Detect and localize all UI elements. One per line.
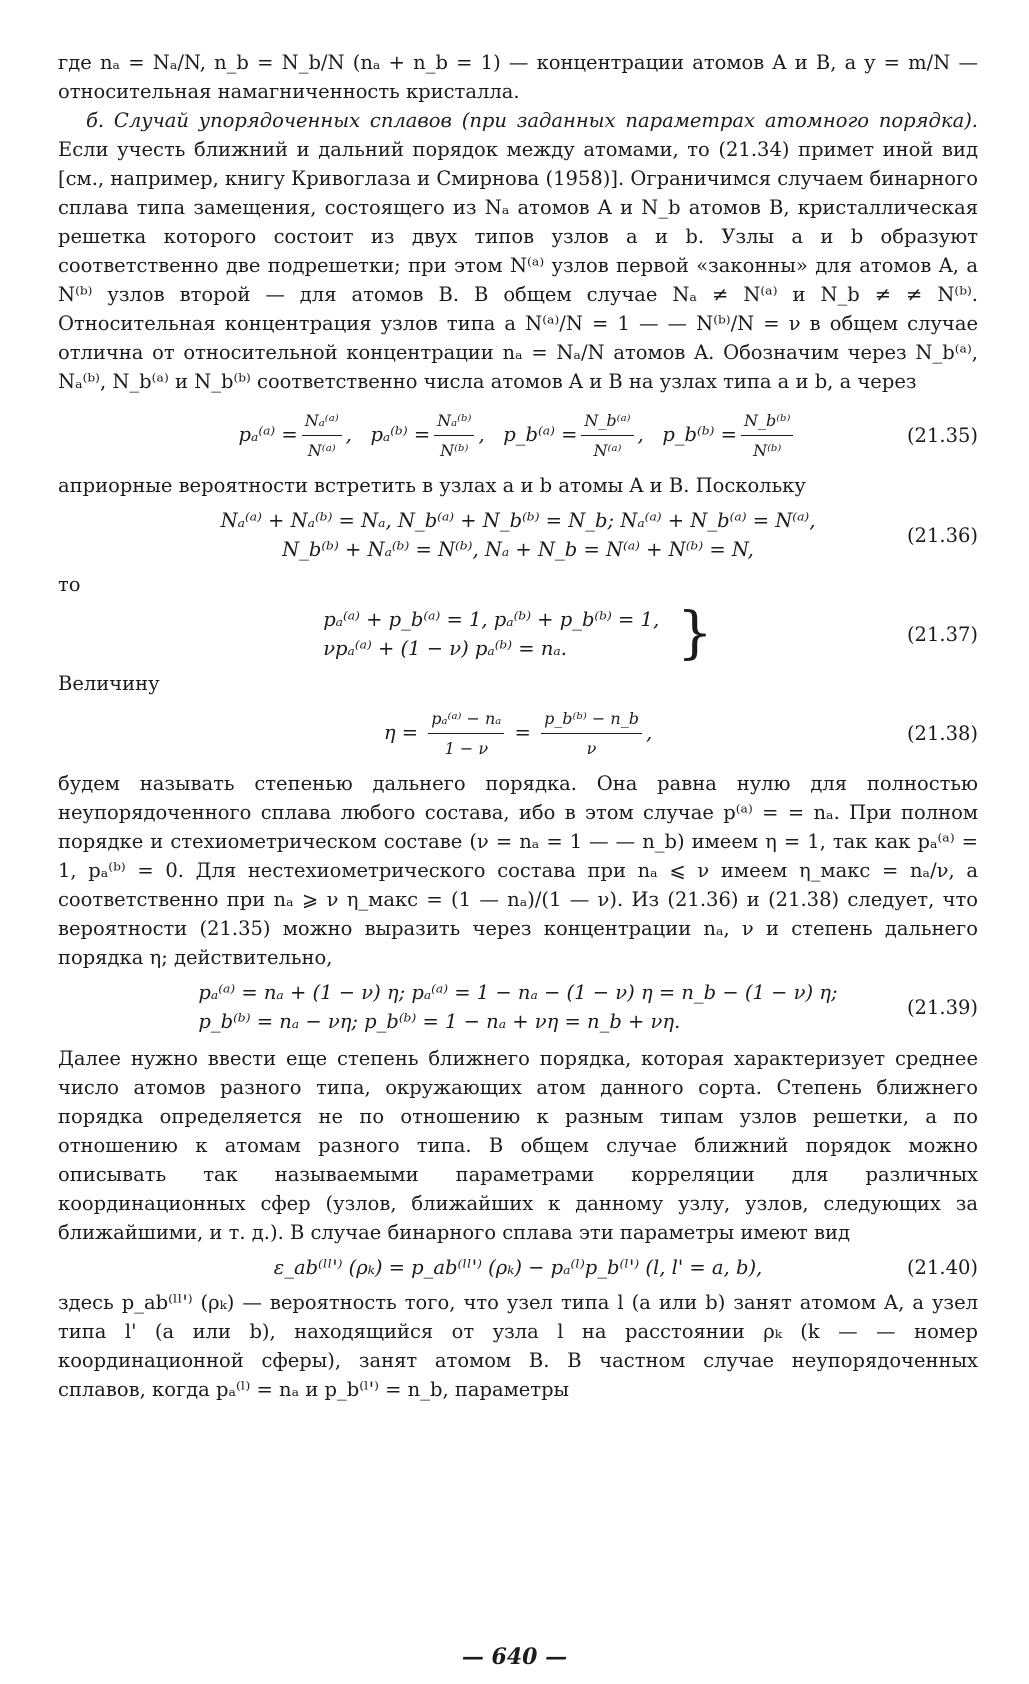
equation-body	[239, 406, 798, 465]
equation-body	[198, 978, 837, 1036]
fraction: $\frac{\text{N\_b⁽ᵃ⁾}}{\text{N⁽ᵃ⁾}}$	[581, 406, 633, 465]
fraction: $\frac{\text{p\_b⁽ᵇ⁾ − n\_b}}{\nu}$	[541, 704, 642, 763]
equation-line: Nₐ⁽ᵃ⁾ + Nₐ⁽ᵇ⁾ = Nₐ, N_b⁽ᵃ⁾ + N_b⁽ᵇ⁾ = N_b; Nₐ⁽ᵃ⁾ + N_b⁽ᵃ⁾ = N⁽ᵃ⁾,	[220, 509, 816, 532]
right-brace: }	[677, 601, 713, 666]
eq-item: pₐ⁽ᵇ⁾ = $\frac{\text{Nₐ⁽ᵇ⁾}}{\text{N⁽ᵇ⁾}}$ ,	[370, 423, 497, 446]
equation-number: (21.40)	[906, 1256, 978, 1279]
equation-line: νpₐ⁽ᵃ⁾ + (1 − ν) pₐ⁽ᵇ⁾ = nₐ.	[323, 637, 567, 660]
paragraph-ordered-alloys	[58, 106, 978, 396]
eq-item: p_b⁽ᵇ⁾ = $\frac{\text{N\_b⁽ᵇ⁾}}{\text{N⁽ᵇ⁾}}$	[662, 423, 797, 446]
fraction: $\frac{\text{Nₐ⁽ᵇ⁾}}{\text{N⁽ᵇ⁾}}$	[434, 406, 474, 465]
equation-body	[221, 506, 816, 564]
equation-number: (21.38)	[906, 722, 978, 745]
equation-body	[323, 605, 659, 663]
equation-line: N_b⁽ᵇ⁾ + Nₐ⁽ᵇ⁾ = N⁽ᵇ⁾, Nₐ + N_b = N⁽ᵃ⁾ + N⁽ᵇ⁾ = N,	[282, 538, 754, 561]
paragraph-short-range-order: Далее нужно ввести еще степень ближнего порядка, которая характеризует среднее число атомов разного типа, окружающих атом данного сорта. Степень ближнего порядка определяется не по отношению к разным типам узлов решетки, а по отношению к атомам разного типа. В общем случае ближний порядок можно описывать так называемыми параметрами корреляции для различных координационных сфер (узлов, ближайших к данному узлу, узлов, следующих за ближайшими, и т. д.). В случае бинарного сплава эти параметры имеют вид	[58, 1047, 978, 1244]
paragraph-then: то	[58, 573, 81, 596]
equation-body: η = $\frac{\text{pₐ⁽ᵃ⁾ − nₐ}}{1 - \nu}$ = $\frac{\text{p\_b⁽ᵇ⁾ − n\_b}}{\nu}$ ,	[384, 704, 652, 763]
equation-number: (21.36)	[906, 523, 978, 547]
equation-number: (21.39)	[906, 995, 978, 1019]
equation-body	[274, 1253, 763, 1282]
equation-line: pₐ⁽ᵃ⁾ + p_b⁽ᵃ⁾ = 1, pₐ⁽ᵇ⁾ + p_b⁽ᵇ⁾ = 1,	[323, 608, 660, 631]
page-body	[58, 48, 978, 1404]
eq-item: pₐ⁽ᵃ⁾ = $\frac{\text{Nₐ⁽ᵃ⁾}}{\text{N⁽ᵃ⁾}}$ ,	[239, 423, 365, 446]
paragraph-quantity: Величину	[58, 672, 160, 695]
page-number: — 640 —	[461, 1644, 568, 1670]
equation-line: ε_ab⁽ˡˡ'⁾ (ρₖ) = p_ab⁽ˡˡ'⁾ (ρₖ) − pₐ⁽ˡ⁾p_b⁽ˡ'⁾ (l, l' = a, b),	[273, 1256, 763, 1279]
fraction: $\frac{\text{pₐ⁽ᵃ⁾ − nₐ}}{1 - \nu}$	[428, 704, 504, 763]
paragraph-correlation: здесь p_ab⁽ˡˡ'⁾ (ρₖ) — вероятность того, что узел типа l (a или b) занят атомом A, а узел типа l' (a или b), находящийся от узла l на расстоянии ρₖ (k — — номер координационной сферы), занят атомом B. В частном случае неупорядоченных сплавов, когда pₐ⁽ˡ⁾ = nₐ и p_b⁽ˡ'⁾ = n_b, параметры	[58, 1291, 978, 1401]
equation-21-38	[58, 704, 978, 763]
equation-21-39	[58, 978, 978, 1036]
eq-item: p_b⁽ᵃ⁾ = $\frac{\text{N\_b⁽ᵃ⁾}}{\text{N⁽ᵃ⁾}}$ ,	[503, 423, 656, 446]
fraction: $\frac{\text{Nₐ⁽ᵃ⁾}}{\text{N⁽ᵃ⁾}}$	[302, 406, 342, 465]
equation-21-40	[58, 1253, 978, 1282]
equation-21-37	[58, 601, 978, 666]
paragraph-intro: где nₐ = Nₐ/N, n_b = N_b/N (nₐ + n_b = 1) — концентрации атомов A и B, а y = m/N — относительная намагниченность кристалла.	[58, 51, 978, 103]
equation-number: (21.37)	[906, 622, 978, 646]
paragraph-a-priori: априорные вероятности встретить в узлах a и b атомы A и B. Поскольку	[58, 474, 806, 497]
paragraph-long-range-order: будем называть степенью дальнего порядка. Она равна нулю для полностью неупорядоченного сплава любого состава, ибо в этом случае p⁽ᵃ⁾ = = nₐ. При полном порядке и стехиометрическом составе (ν = nₐ = 1 — — n_b) имеем η = 1, так как pₐ⁽ᵃ⁾ = 1, pₐ⁽ᵇ⁾ = 0. Для нестехиометрического состава при nₐ ⩽ ν имеем η_макс = nₐ/ν, а соответственно при nₐ ⩾ ν η_макс = (1 — nₐ)/(1 — ν). Из (21.36) и (21.38) следует, что вероятности (21.35) можно выразить через концентрации nₐ, ν и степень дальнего порядка η; действительно,	[58, 772, 978, 969]
section-heading: б. Случай упорядоченных сплавов (при заданных параметрах атомного порядка).	[86, 109, 978, 132]
equation-21-36	[58, 506, 978, 564]
equation-line: p_b⁽ᵇ⁾ = nₐ − νη; p_b⁽ᵇ⁾ = 1 − nₐ + νη = n_b + νη.	[198, 1010, 681, 1033]
equation-number: (21.35)	[906, 424, 978, 447]
paragraph-text: Если учесть ближний и дальний порядок между атомами, то (21.34) примет иной вид [см., например, книгу Кривоглаза и Смирнова (1958)]. Ограничимся случаем бинарного сплава типа замещения, состоящего из Nₐ атомов A и N_b атомов B, кристаллическая решетка которого состоит из двух типов узлов a и b. Узлы a и b образуют соответственно две подрешетки; при этом N⁽ᵃ⁾ узлов первой «законны» для атомов A, а N⁽ᵇ⁾ узлов второй — для атомов B. В общем случае Nₐ ≠ N⁽ᵃ⁾ и N_b ≠ ≠ N⁽ᵇ⁾. Относительная концентрация узлов типа a N⁽ᵃ⁾/N = 1 — — N⁽ᵇ⁾/N = ν в общем случае отлична от относительной концентрации nₐ = Nₐ/N атомов A. Обозначим через N_b⁽ᵃ⁾, Nₐ⁽ᵇ⁾, N_b⁽ᵃ⁾ и N_b⁽ᵇ⁾ соответственно числа атомов A и B на узлах типа a и b, а через	[58, 138, 978, 393]
equation-line: pₐ⁽ᵃ⁾ = nₐ + (1 − ν) η; pₐ⁽ᵃ⁾ = 1 − nₐ − (1 − ν) η = n_b − (1 − ν) η;	[198, 981, 838, 1004]
fraction: $\frac{\text{N\_b⁽ᵇ⁾}}{\text{N⁽ᵇ⁾}}$	[741, 406, 794, 465]
equation-21-35	[58, 406, 978, 465]
